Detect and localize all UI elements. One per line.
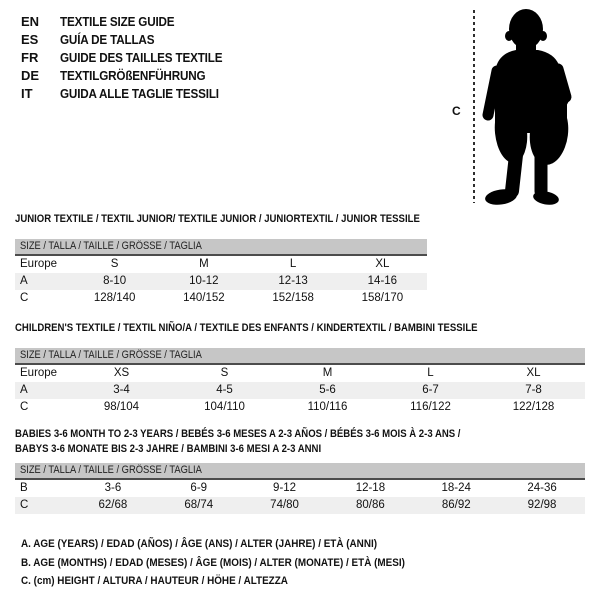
size-table-junior — [15, 212, 427, 307]
size-cell: 98/104 — [103, 401, 140, 413]
size-header-bar — [15, 463, 585, 480]
language-code: FR — [21, 50, 39, 65]
language-row — [21, 31, 240, 49]
language-row — [21, 13, 240, 31]
row-label: Europe — [20, 367, 58, 379]
row-label: C — [20, 499, 29, 511]
language-code: EN — [21, 14, 40, 29]
row-label: Europe — [20, 258, 58, 270]
baby-silhouette-shapes — [484, 9, 572, 207]
size-header-text: SIZE / TALLA / TAILLE / GRÖSSE / TAGLIA — [20, 349, 202, 361]
footnote-b: B. AGE (MONTHS) / EDAD (MESES) / ÂGE (MOIS) / ALTER (MONATE) / ETÀ (MESI) — [21, 556, 405, 569]
size-cell: 6-7 — [422, 384, 439, 396]
table-rows — [15, 256, 427, 307]
row-label: A — [20, 384, 28, 396]
size-cell: 18-24 — [441, 482, 471, 494]
size-cell: 86/92 — [441, 499, 471, 511]
size-header-text: SIZE / TALLA / TAILLE / GRÖSSE / TAGLIA — [20, 240, 202, 252]
table-row — [15, 365, 585, 382]
size-cell: 6-9 — [190, 482, 208, 494]
height-measure-label: C — [452, 104, 461, 118]
row-label: C — [20, 401, 29, 413]
table-row — [15, 399, 585, 416]
table-row — [15, 256, 427, 273]
size-table-children — [15, 321, 585, 416]
size-header-bar — [15, 239, 427, 256]
size-cell: 9-12 — [273, 482, 297, 494]
size-cell: 4-5 — [216, 384, 233, 396]
table-row — [15, 290, 427, 307]
table-row — [15, 480, 585, 497]
size-cell: 24-36 — [527, 482, 557, 494]
language-title: GUIDE DES TAILLES TEXTILE — [60, 50, 223, 65]
size-cell: 110/116 — [307, 401, 348, 413]
size-cell: 116/122 — [410, 401, 451, 413]
language-code: DE — [21, 68, 40, 83]
footnotes — [21, 535, 448, 591]
size-cell: 12-18 — [355, 482, 386, 494]
size-cell: 122/128 — [512, 401, 555, 413]
size-cell: XL — [526, 367, 541, 379]
size-cell: S — [220, 367, 229, 379]
size-header-bar — [15, 348, 585, 365]
size-cell: 104/110 — [204, 401, 245, 413]
table-title: JUNIOR TEXTILE / TEXTIL JUNIOR/ TEXTILE JUNIOR / JUNIORTEXTIL / JUNIOR TESSILE — [15, 213, 420, 225]
size-cell: 7-8 — [525, 384, 542, 396]
language-title: TEXTILGRÖßENFÜHRUNG — [60, 68, 206, 83]
table-rows — [15, 480, 585, 514]
row-label: A — [20, 275, 28, 287]
row-label: C — [20, 292, 29, 304]
table-rows — [15, 365, 585, 416]
size-cell: 14-16 — [367, 275, 398, 287]
size-header-text: SIZE / TALLA / TAILLE / GRÖSSE / TAGLIA — [20, 464, 202, 476]
size-cell: 152/158 — [272, 292, 314, 304]
size-cell: 5-6 — [319, 384, 336, 396]
footnote-a: A. AGE (YEARS) / EDAD (AÑOS) / ÂGE (ANS) / ALTER (JAHRE) / ETÀ (ANNI) — [21, 538, 378, 550]
size-cell: 8-10 — [103, 275, 127, 287]
size-cell: 3-4 — [113, 384, 130, 396]
language-list — [21, 13, 240, 103]
size-cell: L — [427, 367, 434, 379]
size-cell: M — [322, 367, 333, 379]
table-row — [15, 497, 585, 514]
size-cell: 12-13 — [278, 275, 308, 287]
table-title: CHILDREN'S TEXTILE / TEXTIL NIÑO/A / TEXTILE DES ENFANTS / KINDERTEXTIL / BAMBINI TESSILE — [15, 322, 478, 334]
language-title: TEXTILE SIZE GUIDE — [60, 14, 175, 29]
size-cell: 74/80 — [270, 499, 299, 511]
language-row — [21, 85, 240, 103]
table-row — [15, 273, 427, 290]
size-cell: L — [289, 258, 297, 270]
size-table-babies — [15, 427, 585, 514]
size-cell: 140/152 — [183, 292, 225, 304]
size-cell: 92/98 — [527, 499, 557, 511]
table-title: BABIES 3-6 MONTH TO 2-3 YEARS / BEBÉS 3-6 MESES A 2-3 AÑOS / BÉBÉS 3-6 MOIS À 2-3 ANS / — [15, 428, 461, 440]
language-row — [21, 67, 240, 85]
language-code: ES — [21, 32, 39, 47]
size-cell: S — [110, 258, 119, 270]
baby-silhouette-icon — [482, 5, 594, 207]
language-title: GUÍA DE TALLAS — [60, 32, 155, 47]
size-cell: 128/140 — [93, 292, 136, 304]
height-measure-dashed-line — [473, 10, 475, 203]
size-cell: M — [199, 258, 209, 270]
language-code: IT — [21, 86, 33, 101]
size-cell: 62/68 — [98, 499, 128, 511]
size-cell: XS — [113, 367, 130, 379]
language-title: GUIDA ALLE TAGLIE TESSILI — [60, 86, 219, 101]
size-cell: 80/86 — [356, 499, 385, 511]
language-row — [21, 49, 240, 67]
table-title-line2: BABYS 3-6 MONATE BIS 2-3 JAHRE / BAMBINI 3-6 MESI A 2-3 ANNI — [15, 443, 322, 455]
size-cell: 158/170 — [361, 292, 404, 304]
size-cell: XL — [375, 258, 390, 270]
size-cell: 3-6 — [104, 482, 122, 494]
row-label: B — [20, 482, 28, 494]
footnote-c: C. (cm) HEIGHT / ALTURA / HAUTEUR / HÖHE / ALTEZZA — [21, 575, 288, 587]
size-cell: 10-12 — [189, 275, 219, 287]
table-row — [15, 382, 585, 399]
size-cell: 68/74 — [184, 499, 214, 511]
